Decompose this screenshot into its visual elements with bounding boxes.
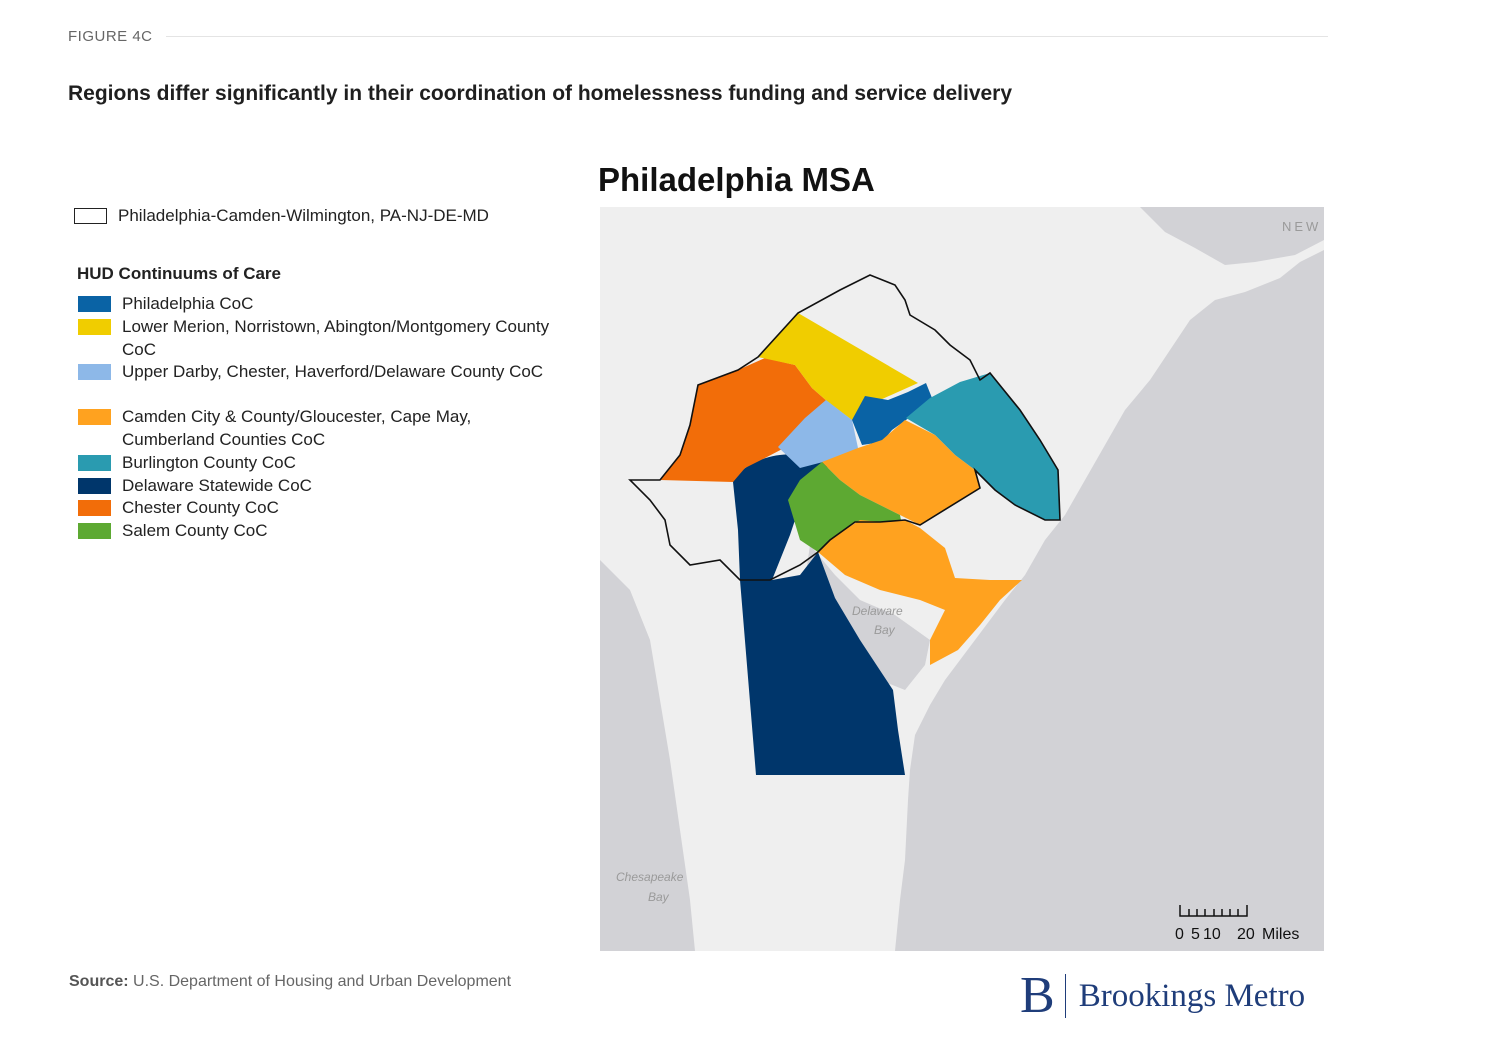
figure-rule — [166, 36, 1328, 37]
msa-outline-swatch — [74, 208, 107, 224]
legend-swatch — [78, 364, 111, 380]
msa-legend-label: Philadelphia-Camden-Wilmington, PA-NJ-DE-MD — [118, 206, 489, 225]
source-note — [69, 973, 511, 991]
brand-divider — [1065, 974, 1066, 1018]
brand-mark: B — [1020, 967, 1055, 1024]
legend-label: Chester County CoC — [122, 498, 279, 517]
figure-label: FIGURE 4C — [68, 28, 153, 45]
map-label-new: NEW — [1282, 219, 1322, 234]
legend-item-chester — [78, 497, 562, 520]
legend-label: Philadelphia CoC — [122, 294, 254, 313]
legend-item-camden — [78, 406, 562, 451]
source-prefix: Source: — [69, 973, 129, 990]
legend-swatch — [78, 478, 111, 494]
legend-swatch — [78, 319, 111, 335]
legend-item-salem — [78, 520, 562, 543]
legend-title: HUD Continuums of Care — [77, 264, 281, 283]
legend-label: Lower Merion, Norristown, Abington/Montgomery County CoC — [122, 317, 550, 359]
legend-swatch — [78, 296, 111, 312]
map-label-chesapeake-bay-line1: Chesapeake — [616, 870, 684, 884]
legend-item-philadelphia — [78, 293, 562, 316]
msa-legend-row — [74, 206, 489, 226]
map-label-chesapeake-bay-line2: Bay — [648, 890, 669, 904]
source-text: U.S. Department of Housing and Urban Development — [133, 973, 512, 990]
legend-swatch — [78, 409, 111, 425]
scale-tick-5: 5 — [1191, 926, 1200, 943]
headline: Regions differ significantly in their coordination of homelessness funding and service delivery — [68, 82, 1013, 105]
scale-tick-20: 20 — [1237, 926, 1255, 943]
legend-label: Salem County CoC — [122, 521, 268, 540]
scale-tick-0: 0 — [1175, 926, 1184, 943]
map — [600, 207, 1324, 951]
scale-tick-10: 10 — [1203, 926, 1221, 943]
legend-label: Delaware Statewide CoC — [122, 476, 312, 495]
legend-swatch — [78, 500, 111, 516]
brand-name: Brookings Metro — [1078, 977, 1306, 1014]
legend-item-montgomery — [78, 316, 562, 361]
legend-label: Upper Darby, Chester, Haverford/Delaware County CoC — [122, 362, 544, 381]
map-label-delaware-bay-line2: Bay — [874, 623, 895, 637]
legend-label: Camden City & County/Gloucester, Cape May, Cumberland Counties CoC — [122, 407, 472, 449]
legend-item-delaware-county — [78, 361, 562, 384]
map-title: Philadelphia MSA — [598, 161, 875, 198]
brand-logo — [1020, 967, 1306, 1024]
legend-item-delaware-statewide — [78, 475, 562, 498]
legend-swatch — [78, 523, 111, 539]
legend-item-burlington — [78, 452, 562, 475]
scale-unit: Miles — [1262, 926, 1300, 943]
map-label-delaware-bay-line1: Delaware — [852, 604, 903, 618]
map-canvas — [600, 207, 1324, 951]
legend-swatch — [78, 455, 111, 471]
legend-label: Burlington County CoC — [122, 453, 296, 472]
